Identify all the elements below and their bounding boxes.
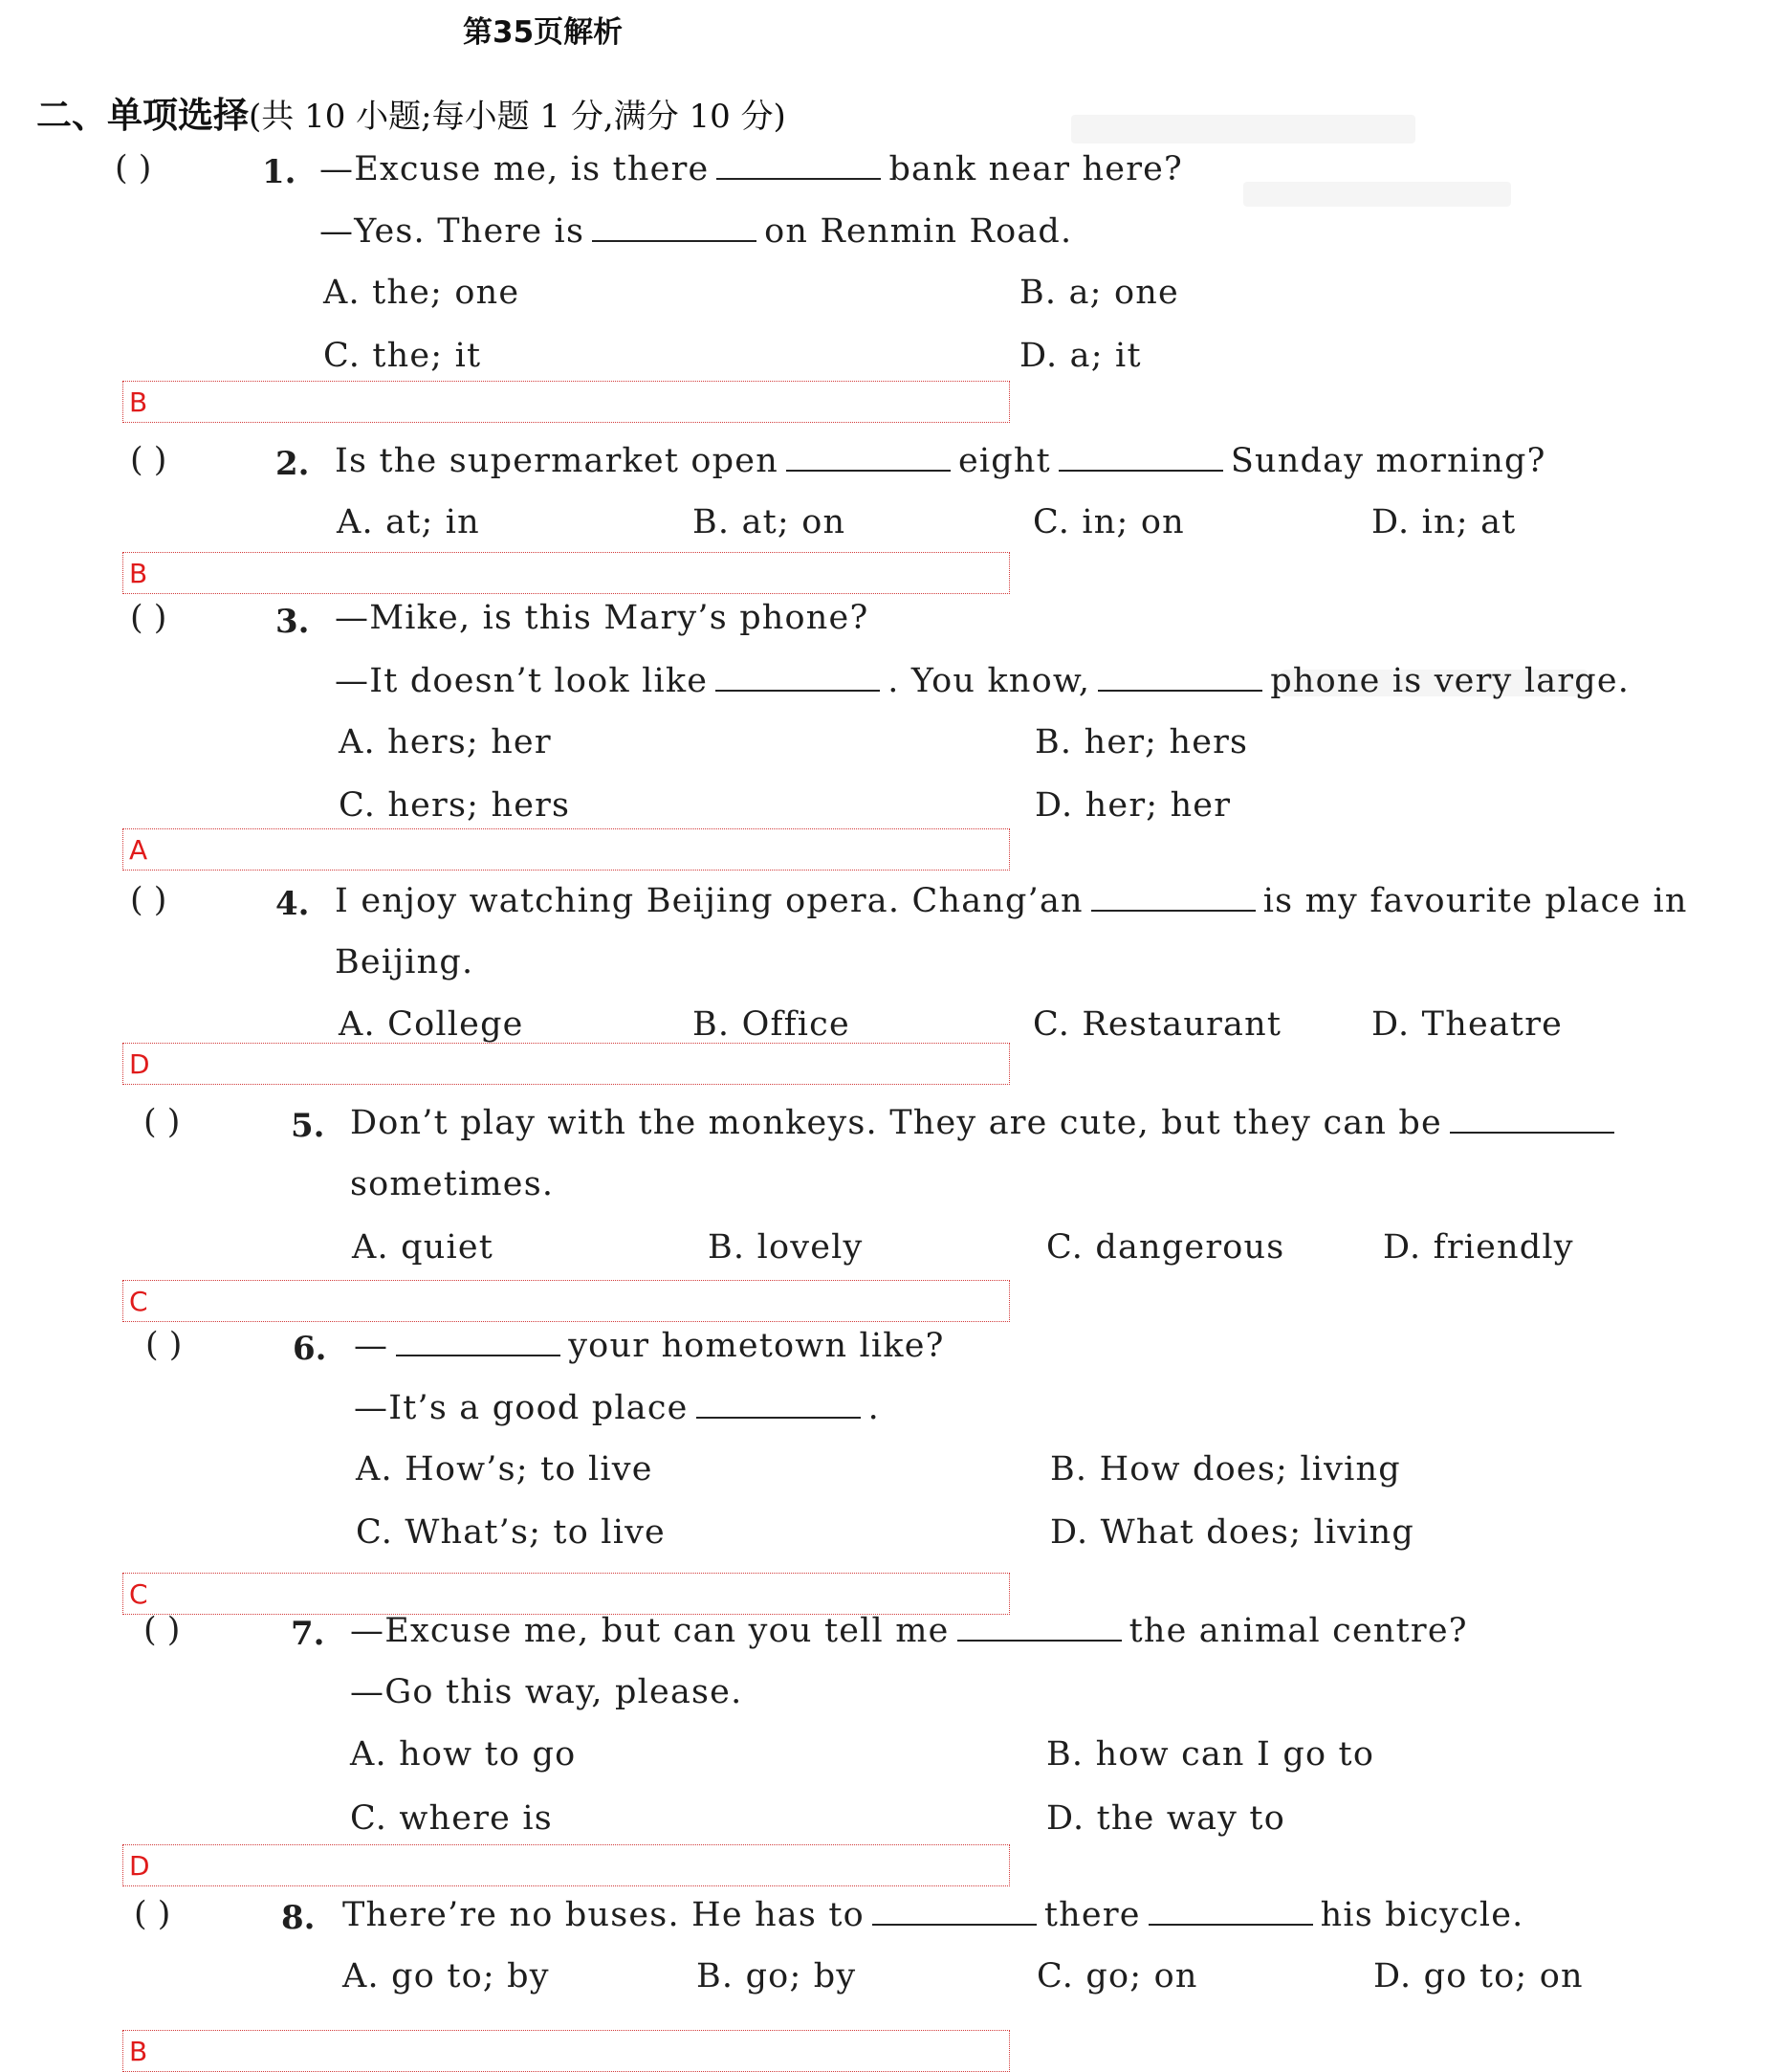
question-line (350, 1673, 742, 1711)
question-text: the animal centre? (1129, 1612, 1468, 1650)
fill-blank (592, 211, 756, 242)
option-c: C. go; on (1037, 1957, 1198, 1995)
option-c: C. the; it (323, 337, 482, 375)
fill-blank (786, 441, 951, 472)
question-text: —Mike, is this Mary’s phone? (335, 599, 869, 637)
question-text: —Excuse me, is there (319, 150, 710, 188)
question-number: 7. (291, 1615, 325, 1653)
question-text: . You know, (888, 662, 1091, 700)
option-c: C. in; on (1033, 503, 1185, 541)
question-text: . (867, 1389, 880, 1427)
option-b: B. a; one (1019, 274, 1179, 312)
fill-blank (396, 1326, 560, 1356)
answer-box (122, 1043, 1010, 1085)
option-b: B. lovely (708, 1228, 864, 1267)
option-d: D. Theatre (1371, 1005, 1564, 1044)
answer-box (122, 381, 1010, 423)
question-line (350, 1611, 1468, 1650)
answer-letter: B (129, 386, 148, 418)
option-a: A. College (339, 1005, 524, 1044)
option-b: B. how can I go to (1046, 1735, 1375, 1774)
answer-paren: ( ) (130, 881, 167, 919)
question-text: on Renmin Road. (764, 212, 1073, 251)
option-d: D. go to; on (1373, 1957, 1584, 1995)
question-text: Sunday morning? (1230, 442, 1546, 480)
question-line (335, 441, 1546, 480)
fill-blank (1091, 881, 1256, 912)
question-line (335, 881, 1688, 920)
question-text: — (354, 1327, 389, 1365)
option-a: A. How’s; to live (356, 1450, 653, 1488)
answer-paren: ( ) (134, 1895, 171, 1933)
answer-paren: ( ) (143, 1611, 181, 1649)
section-note: (共 10 小题;每小题 1 分,满分 10 分) (249, 98, 786, 136)
fill-blank (1149, 1895, 1313, 1926)
question-number: 4. (275, 885, 310, 923)
question-text: Don’t play with the monkeys. They are cute, but they can be (350, 1104, 1442, 1142)
option-d: D. her; her (1035, 786, 1232, 825)
question-text: your hometown like? (568, 1327, 945, 1365)
question-text: —It’s a good place (354, 1389, 689, 1427)
answer-paren: ( ) (130, 599, 167, 637)
question-text: —Go this way, please. (350, 1673, 743, 1711)
question-line (335, 599, 868, 637)
section-heading (36, 86, 786, 138)
question-text: sometimes. (350, 1165, 555, 1203)
option-a: A. at; in (337, 503, 480, 541)
question-text: —Yes. There is (319, 212, 585, 251)
fill-blank (696, 1388, 861, 1419)
question-text: his bicycle. (1320, 1896, 1524, 1934)
option-b: B. go; by (696, 1957, 857, 1995)
fill-blank (716, 149, 881, 180)
answer-box (122, 828, 1010, 871)
fill-blank (1098, 661, 1262, 692)
question-line (350, 1103, 1622, 1142)
question-text: there (1043, 1896, 1141, 1934)
question-text: —Excuse me, but can you tell me (350, 1612, 950, 1650)
option-b: B. her; hers (1035, 723, 1249, 761)
section-title: 二、单项选择 (36, 95, 249, 136)
question-number: 3. (275, 603, 310, 641)
scan-artifact (1071, 115, 1415, 143)
answer-letter: B (129, 558, 148, 589)
fill-blank (1059, 441, 1223, 472)
question-text: eight (957, 442, 1051, 480)
answer-box (122, 1280, 1010, 1322)
option-a: A. how to go (350, 1735, 577, 1774)
fill-blank (957, 1611, 1122, 1642)
option-c: C. hers; hers (339, 786, 571, 825)
question-line (319, 149, 1183, 188)
answer-letter: C (129, 1286, 148, 1317)
answer-box (122, 2030, 1010, 2072)
answer-letter: B (129, 2036, 148, 2067)
answer-box (122, 1573, 1010, 1615)
question-line (319, 211, 1072, 251)
option-d: D. a; it (1019, 337, 1142, 375)
option-d: D. What does; living (1050, 1513, 1415, 1552)
question-number: 1. (262, 153, 296, 191)
option-a: A. the; one (323, 274, 520, 312)
fill-blank (1450, 1103, 1614, 1134)
question-number: 6. (293, 1330, 327, 1368)
option-b: B. at; on (692, 503, 846, 541)
option-a: A. quiet (352, 1228, 494, 1267)
question-text: Beijing. (335, 943, 474, 981)
question-number: 2. (275, 445, 310, 483)
question-line (350, 1165, 554, 1203)
question-line (342, 1895, 1524, 1934)
question-text: phone is very large. (1270, 662, 1631, 700)
question-text: Is the supermarket open (335, 442, 778, 480)
answer-letter: A (129, 834, 148, 866)
fill-blank (715, 661, 880, 692)
option-c: C. where is (350, 1799, 553, 1838)
answer-paren: ( ) (145, 1326, 183, 1364)
question-text: There’re no buses. He has to (342, 1896, 865, 1934)
option-c: C. Restaurant (1033, 1005, 1282, 1044)
question-line (335, 661, 1630, 700)
answer-letter: C (129, 1578, 148, 1610)
option-a: A. go to; by (342, 1957, 550, 1995)
answer-paren: ( ) (130, 441, 167, 479)
question-text: bank near here? (888, 150, 1184, 188)
option-a: A. hers; her (339, 723, 552, 761)
answer-letter: D (129, 1850, 150, 1882)
answer-paren: ( ) (115, 149, 152, 187)
page-title: 第35页解析 (463, 15, 624, 50)
option-d: D. the way to (1046, 1799, 1285, 1838)
question-line (335, 943, 473, 981)
answer-box (122, 1844, 1010, 1886)
scan-artifact (1243, 182, 1511, 207)
question-line (354, 1326, 945, 1365)
option-d: D. friendly (1383, 1228, 1574, 1267)
answer-box (122, 552, 1010, 594)
question-number: 8. (281, 1899, 316, 1937)
question-text: I enjoy watching Beijing opera. Chang’an (335, 882, 1084, 920)
answer-letter: D (129, 1048, 150, 1080)
question-line (354, 1388, 880, 1427)
option-c: C. dangerous (1046, 1228, 1285, 1267)
question-text: is my favourite place in (1262, 882, 1688, 920)
question-text: —It doesn’t look like (335, 662, 709, 700)
option-c: C. What’s; to live (356, 1513, 666, 1552)
answer-paren: ( ) (143, 1103, 181, 1141)
fill-blank (872, 1895, 1037, 1926)
option-b: B. Office (692, 1005, 850, 1044)
option-b: B. How does; living (1050, 1450, 1401, 1488)
option-d: D. in; at (1371, 503, 1517, 541)
question-number: 5. (291, 1107, 325, 1145)
